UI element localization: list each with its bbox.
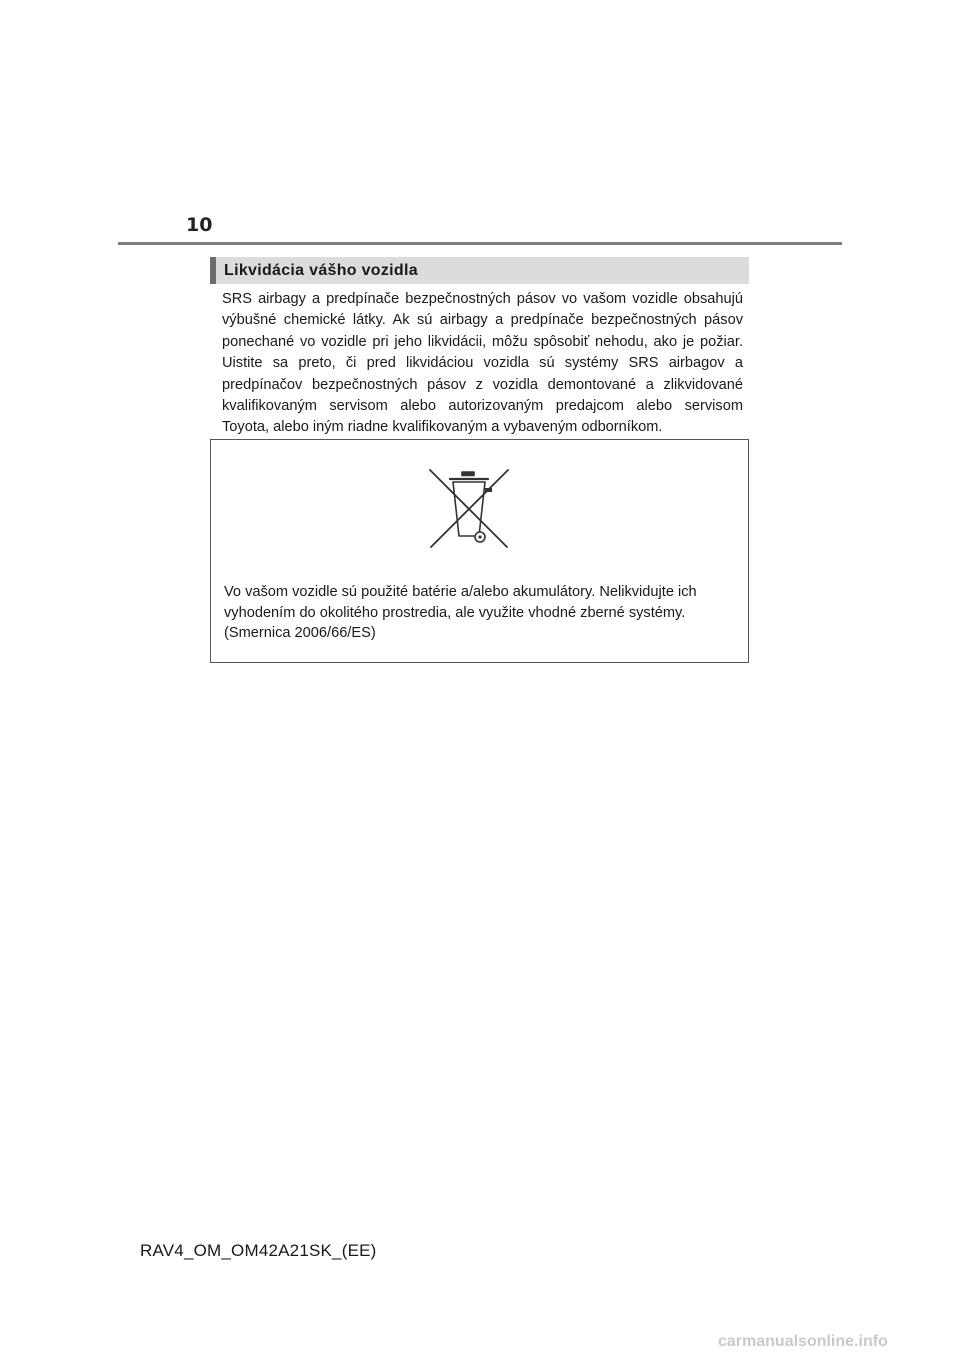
notice-line: (Smernica 2006/66/ES) bbox=[224, 625, 376, 641]
notice-text bbox=[224, 582, 734, 644]
section-heading bbox=[210, 257, 749, 284]
battery-disposal-notice bbox=[210, 439, 749, 663]
watermark: carmanualsonline.info bbox=[718, 1333, 888, 1350]
footer-document-id: RAV4_OM_OM42A21SK_(EE) bbox=[140, 1241, 377, 1260]
notice-line: Vo vašom vozidle sú použité batérie a/alebo akumulátory. Nelikvidujte ich bbox=[224, 584, 697, 600]
section-paragraph: SRS airbagy a predpínače bezpečnostných pásov vo vašom vozidle obsahujú výbušné chemické látky. Ak sú airbagy a predpínače bezpečnostných pásov ponechané vo vozidle pri jeho likvidácii, môžu spôsobiť nehodu, ako je požiar. Uistite sa preto, či pred likvidáciou vozidla sú systémy SRS airbagov a predpínačov bezpečnostných pásov z vozidla demontované a zlikvidované kvalifikovaným servisom alebo autorizovaným predajcom alebo servisom Toyota, alebo iným riadne kvalifikovaným a vybaveným odborníkom. bbox=[222, 291, 743, 436]
section-heading-text: Likvidácia vášho vozidla bbox=[224, 261, 418, 279]
notice-line: vyhodením do okolitého prostredia, ale využite vhodné zberné systémy. bbox=[224, 604, 686, 621]
page-number: 10 bbox=[186, 214, 213, 236]
top-rule bbox=[118, 242, 842, 245]
crossed-out-wheeled-bin-icon bbox=[428, 467, 510, 551]
